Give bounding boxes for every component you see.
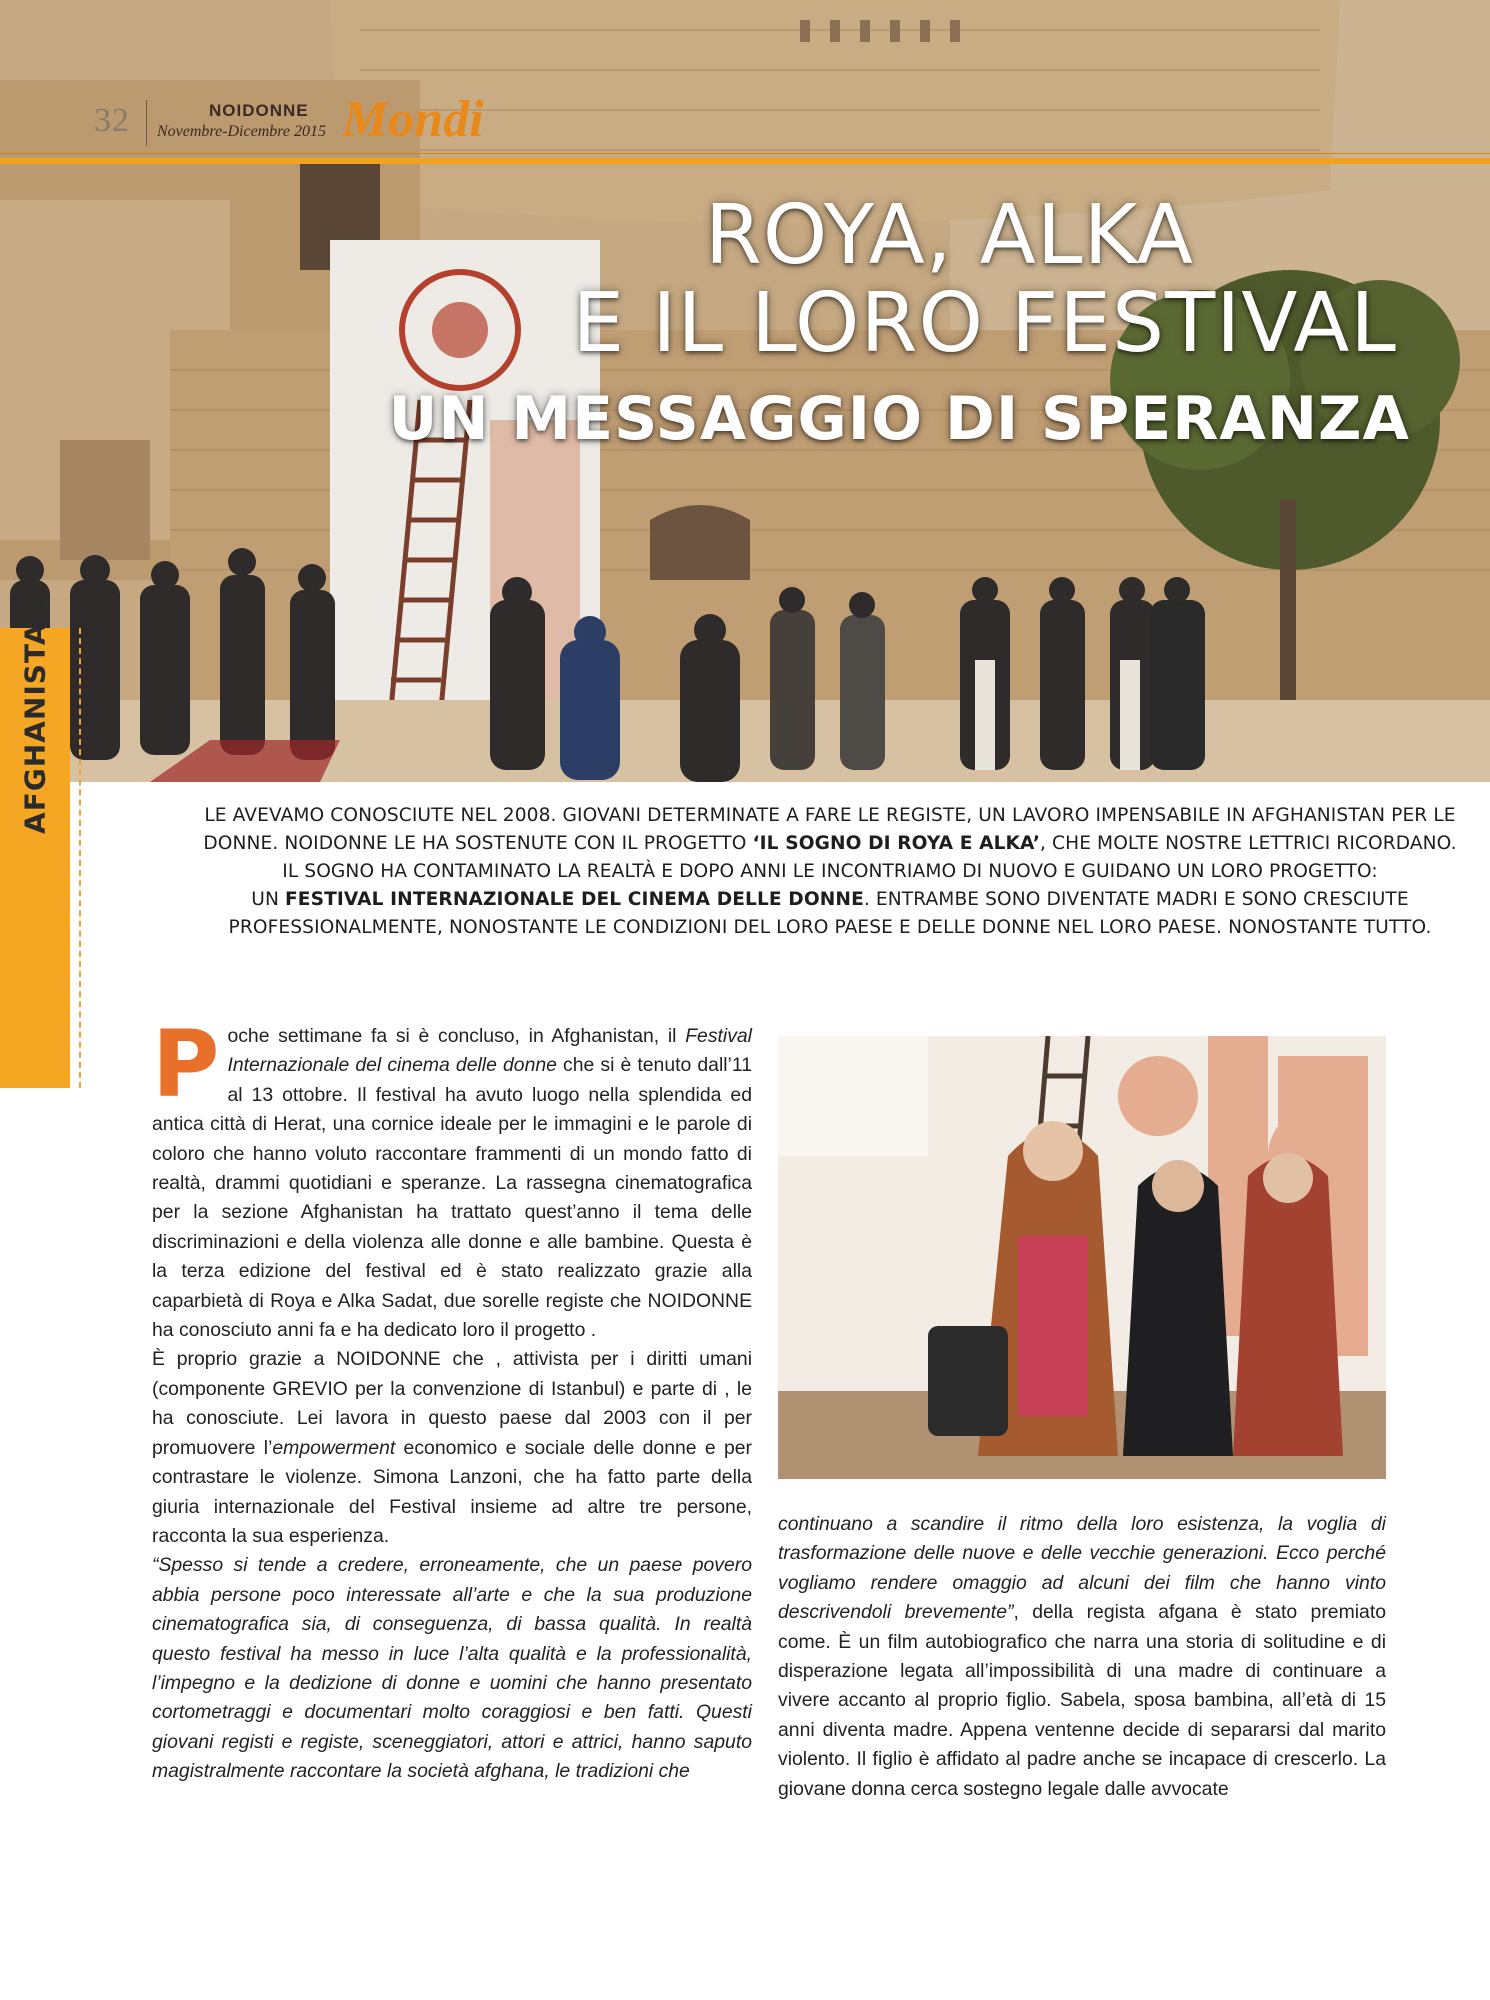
header-rule-thin [0,153,1490,154]
side-tab-dashed-rule [79,628,81,1088]
standfirst [180,802,1480,942]
standfirst-line [180,886,1480,914]
paragraph-text: economico e sociale delle donne e per contrastare le violenze. Simona Lanzoni, che ha fatto parte della giuria internazionale del Festival insieme ad altre tre persone, racconta la sua esperienza. [152,1436,752,1547]
article-column-left [152,1011,752,1787]
inset-photo [778,1036,1386,1479]
paragraph-text: oche settimane fa si è concluso, in Afghanistan, il [227,1025,686,1047]
standfirst-line: PROFESSIONALMENTE, NONOSTANTE LE CONDIZIONI DEL LORO PAESE E DELLE DONNE NEL LORO PAESE. NONOSTANTE TUTTO. [228,917,1432,938]
standfirst-text: UN [251,889,285,910]
standfirst-text: DONNE. NOIDONNE LE HA SOSTENUTE CON IL PROGETTO [203,833,753,854]
issue-date: Novembre-Dicembre 2015 [157,123,326,140]
subtitle: UN MESSAGGIO DI SPERANZA [388,384,1410,454]
title-line-1: ROYA, ALKA [704,188,1194,283]
standfirst-line: IL SOGNO HA CONTAMINATO LA REALTÀ E DOPO ANNI LE INCONTRIAMO DI NUOVO E GUIDANO UN LORO PROGETTO: [282,861,1378,882]
standfirst-line: LE AVEVAMO CONOSCIUTE NEL 2008. GIOVANI DETERMINATE A FARE LE REGISTE, UN LAVORO IMPENSABILE IN AFGHANISTAN PER LE [204,805,1456,826]
paragraph-text: , della regista afgana è stato premiato come. È un film autobiografico che narra una storia di solitudine e di disperazione legata all’impossibilità di una madre di continuare a vivere accanto al proprio figlio. Sabela, sposa bambina, all’età di 15 anni diventa madre. Appena ventenne decide di separarsi dal marito violento. Il figlio è affidato al padre anche se incapace di crescerlo. La giovane donna cerca sostegno legale dalle avvocate [778,1601,1386,1800]
article-paragraph [778,1510,1386,1804]
section-name: Mondi [342,91,484,148]
side-tab-label: AFGHANISTAN [18,598,52,834]
three-women-photo-illustration [778,1036,1386,1479]
standfirst-text: , CHE MOLTE NOSTRE LETTRICI RICORDANO. [1040,833,1457,854]
project-name: ‘IL SOGNO DI ROYA E ALKA’ [752,833,1041,854]
header-separator [146,100,147,146]
article-quote: continuano a scandire il ritmo della loro esistenza, la voglia di trasformazione delle nuove e delle vecchie generazioni. Ecco perché vogliamo rendere omaggio ad alcuni dei film che hanno vinto descrivendoli brevemente” [778,1513,1386,1624]
article-column-right [778,1510,1386,1804]
paragraph-text: È proprio grazie a NOIDONNE che , attivista per i diritti umani (componente GREVIO per la convenzione di Istanbul) e parte di , le ha conosciute. Lei lavora in questo paese dal 2003 con il per promuovere l’ [152,1348,752,1459]
magazine-name: NOIDONNE [209,101,309,120]
standfirst-line [180,830,1480,858]
header-rule [0,158,1490,164]
article-quote: “Spesso si tende a credere, erroneamente, che un paese povero abbia persone poco interessate all’arte e che la sua produzione cinematografica sia, di conseguenza, di bassa qualità. In realtà questo festival ha messo in luce l’alta qualità e la professionalità, l’impegno e la dedizione di donne e uomini che hanno presentato cortometraggi e documentari molto coraggiosi e ben fatti. Questi giovani registi e registe, sceneggiatori, attori e attrici, hanno saputo magistralmente raccontare la società afghana, le tradizioni che [152,1554,752,1783]
article-paragraph [152,1345,752,1551]
drop-cap: P [152,1011,220,1118]
page-number: 32 [94,102,130,139]
emphasis-term: empowerment [272,1436,396,1459]
paragraph-text: che si è tenuto dall’11 al 13 ottobre. Il festival ha avuto luogo nella splendida ed antica città di Herat, una cornice ideale per le immagini e le parole di coloro che hanno voluto raccontare frammenti di un mondo fatto di realtà, drammi quotidiani e speranze. La rassegna cinematografica per la sezione Afghanistan ha trattato quest’anno il tema delle discriminazioni e della violenza alle donne e alle bambine. Questa è la terza edizione del festival ed è stato realizzato grazie alla caparbietà di Roya e Alka Sadat, due sorelle registe che NOIDONNE ha conosciuto anni fa e ha dedicato loro il progetto . [152,1054,752,1342]
festival-title: Festival Internazionale del cinema delle donne [227,1025,752,1077]
standfirst-text: . ENTRAMBE SONO DIVENTATE MADRI E SONO CRESCIUTE [863,889,1409,910]
festival-name: FESTIVAL INTERNAZIONALE DEL CINEMA DELLE DONNE [285,889,864,910]
article-paragraph [152,1011,752,1345]
title-line-2: E IL LORO FESTIVAL [572,276,1397,371]
